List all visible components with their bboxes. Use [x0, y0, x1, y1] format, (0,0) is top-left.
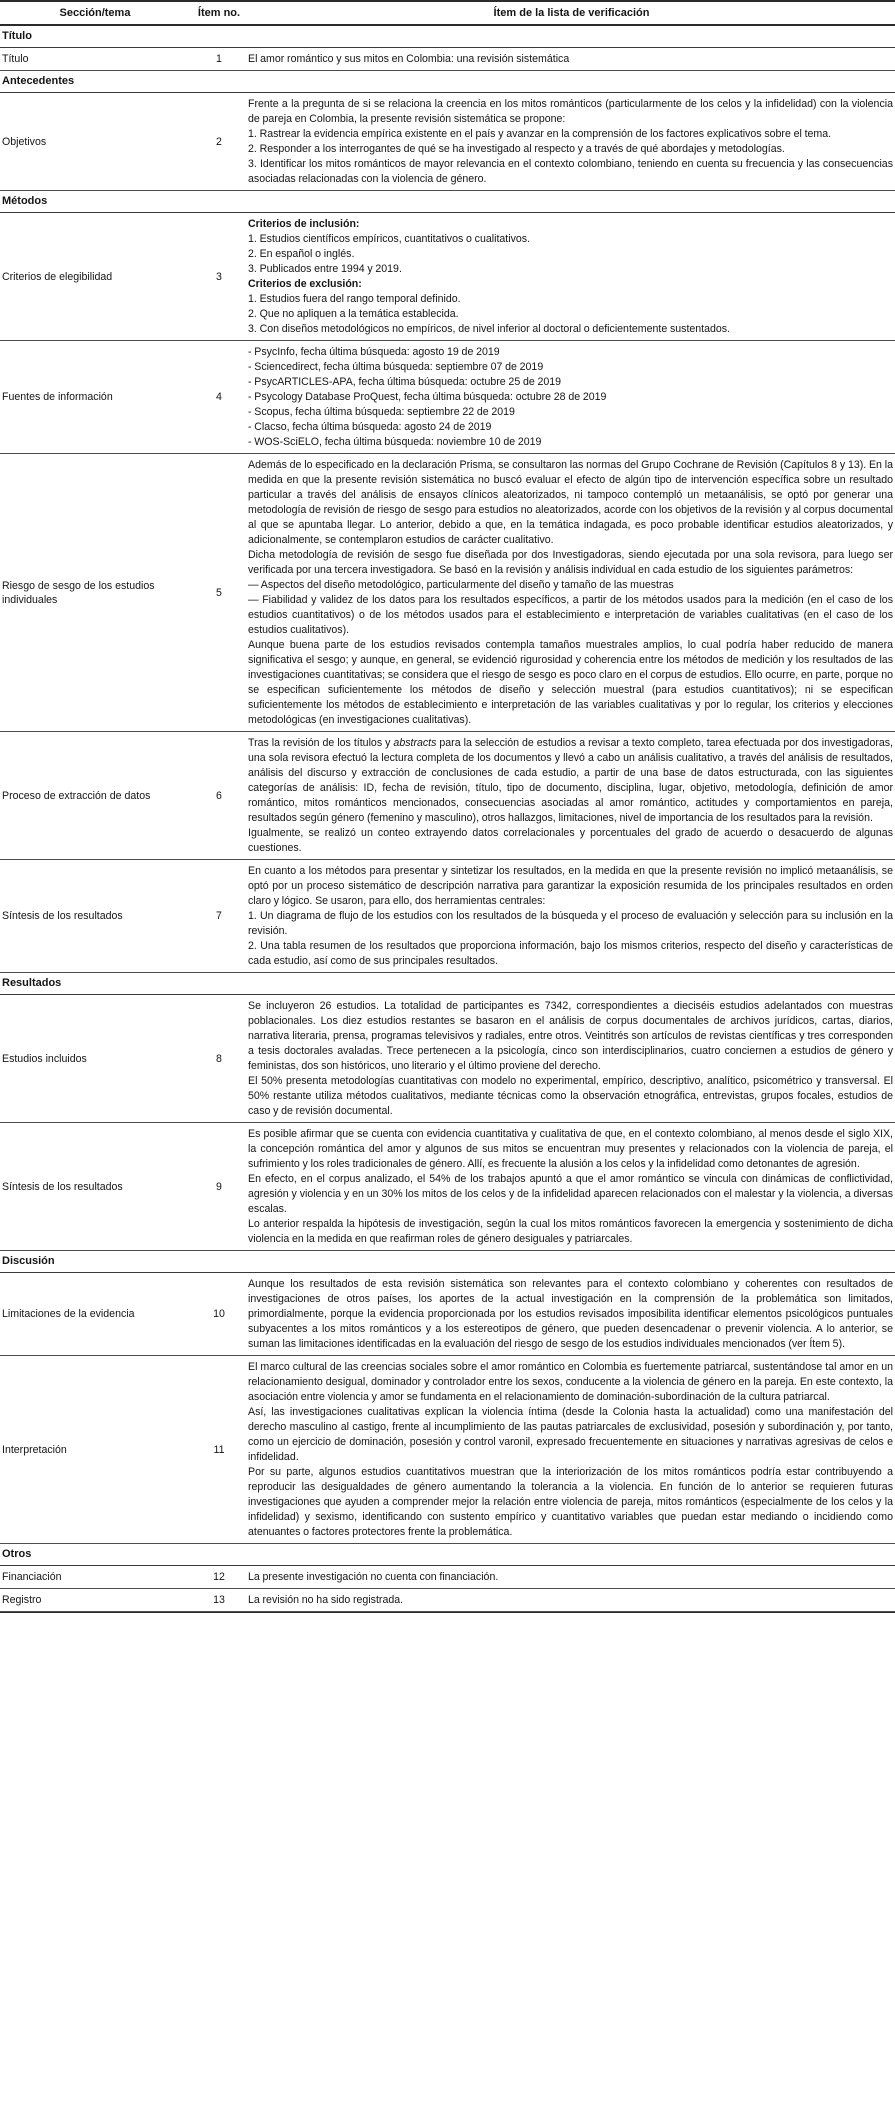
checklist-paragraph: 3. Identificar los mitos románticos de mayor relevancia en el contexto colombiano, teniendo en cuenta su frecuencia y las consecuencias asociadas relacionadas con la violencia de género. [248, 157, 893, 185]
row-section-label: Título [2, 53, 29, 65]
row-item-number: 4 [216, 391, 222, 403]
table-header-row [0, 2, 895, 26]
row-checklist-content [248, 97, 895, 187]
table-row [0, 213, 895, 341]
table-row [0, 1123, 895, 1251]
checklist-paragraph: 3. Con diseños metodológicos no empíricos, de nivel inferior al doctoral o deficientemente sustentados. [248, 322, 731, 335]
row-checklist-content [248, 999, 895, 1119]
checklist-paragraph: 1. Estudios fuera del rango temporal definido. [248, 292, 461, 305]
section-header-row: Otros [0, 1544, 895, 1566]
italic-term: abstracts [393, 736, 437, 749]
row-section-label: Síntesis de los resultados [2, 1180, 123, 1193]
checklist-paragraph: El marco cultural de las creencias sociales sobre el amor romántico en Colombia es fuertemente patriarcal, sustentándose tal amor en un relacionamiento desigual, dominador y controlador entre los sexos, conducente a la violencia de género en la pareja. En este contexto, la asociación entre violencia y amor se fundamenta en el relacionamiento de dominación-subordinación de la cultura patriarcal. [248, 1360, 893, 1403]
row-item-number: 10 [213, 1308, 225, 1320]
checklist-paragraph: Aunque los resultados de esta revisión sistemática son relevantes para el contexto colombiano y coherentes con resultados de investigaciones de otros países, los aportes de la actual investigación en la comprensión de la problemática son limitados, primordialmente, porque la evidencia proporcionada por los estudios revisados imposibilita identificar elementos psicológicos puntuales subyacentes a los mitos románticos y a los estereotipos de género, que pueden desencadenar o prevenir violencia. A lo anterior, se suman las limitaciones identificadas en la evaluación del riesgo de sesgo de los estudios individuales mencionados (ver Ítem 5). [248, 1277, 893, 1350]
row-section-label: Objetivos [2, 135, 47, 148]
row-item-number: 11 [213, 1443, 225, 1456]
checklist-paragraph: - PsycInfo, fecha última búsqueda: agosto 19 de 2019 [248, 345, 500, 358]
row-checklist-content [248, 1127, 895, 1247]
row-section-label: Riesgo de sesgo de los estudios individuales [2, 579, 155, 606]
row-checklist-content [248, 1570, 895, 1585]
checklist-paragraph: Se incluyeron 26 estudios. La totalidad de participantes es 7342, correspondientes a dieciséis estudios adelantados con muestras poblacionales. Los diez estudios restantes se basaron en el análisis de corpus documentales de archivos jurídicos, cartas, diarios, narrativa literaria, prensa, programas televisivos y radiales, entre otros. Veintitrés son artículos de revistas científicas y tres corresponden a tesis doctorales avaladas. Trece pertenecen a la psicología, cinco son interdisciplinarios, cuatro conciernen a estudios de género y feministas, dos son históricos, uno literario y el último proviene del derecho. [248, 999, 893, 1072]
checklist-paragraph: En cuanto a los métodos para presentar y sintetizar los resultados, en la medida en que la presente revisión no implicó metaanálisis, se optó por un proceso sistemático de descripción narrativa para garantizar la exposición resumida de los principales resultados en orden claro y lógico. Se usaron, para ello, dos herramientas centrales: [248, 864, 893, 907]
checklist-paragraph: Es posible afirmar que se cuenta con evidencia cuantitativa y cualitativa de que, en el contexto colombiano, al menos desde el siglo XIX, la concepción romántica del amor y algunos de sus mitos se encuentran muy presentes y relacionados con la violencia de pareja, el sufrimiento y los roles tradicionales de género. Allí, es frecuente la alusión a los celos y la infidelidad como detonantes de agresión. [248, 1127, 893, 1170]
table-row [0, 1273, 895, 1356]
row-checklist-content [248, 1360, 895, 1540]
checklist-paragraph: Aunque buena parte de los estudios revisados contempla tamaños muestrales amplios, lo cual podría haber reducido de manera significativa el sesgo; y aunque, en general, se evidenció rigurosidad y coherencia entre los métodos de medición y los resultados de las investigaciones cuantitativas; se considera que el riesgo de sesgo es poco claro en el corpus de estudios. Ello ocurre, en parte, porque no se especifican suficientemente los métodos de diseño y selección muestral (para estudios cuantitativos); ni se especifican suficientemente los métodos de establecimiento e interpretación de las variables cualitativas y por lo regular, los criterios y elecciones metodológicas (en investigaciones cualitativas). [248, 638, 893, 726]
table-row [0, 454, 895, 732]
row-section-label: Síntesis de los resultados [2, 910, 123, 922]
row-item-number: 13 [213, 1594, 225, 1606]
table-body [0, 26, 895, 1612]
row-section-label: Proceso de extracción de datos [2, 789, 151, 802]
row-section-label: Fuentes de información [2, 391, 113, 403]
checklist-paragraph: Dicha metodología de revisión de sesgo fue diseñada por dos Investigadoras, siendo ejecutada por una sola revisora, para luego ser verificada por una tercera investigadora. Se basó en la revisión y análisis individual en cada estudio de los siguientes parámetros: [248, 548, 893, 576]
row-item-number: 7 [216, 910, 222, 922]
row-section-label: Financiación [2, 1571, 62, 1583]
header-section-topic: Sección/tema [59, 7, 131, 19]
row-section-label: Registro [2, 1594, 42, 1606]
checklist-paragraph: El 50% presenta metodologías cuantitativas con modelo no experimental, empírico, descriptivo, analítico, psicométrico y transversal. El 50% restante utiliza métodos cualitativos, mediante técnicas como la observación etnográfica, entrevistas, grupos focales, estudios de caso y de revisión documental. [248, 1074, 893, 1117]
checklist-paragraph: Criterios de exclusión: [248, 277, 362, 290]
row-section-label: Criterios de elegibilidad [2, 270, 113, 283]
section-header-row: Resultados [0, 973, 895, 995]
checklist-paragraph: Además de lo especificado en la declaración Prisma, se consultaron las normas del Grupo Cochrane de Revisión (Capítulos 8 y 13). En la medida en que la presente revisión sistemática no buscó evaluar el efecto de algún tipo de intervención específica sobre un resultado particular a través del análisis de ensayos clínicos aleatorizados, ni tampoco contempló un metaanálisis, se optó por generar una metodología de revisión de riesgo de sesgo para estudios no aleatorizados, acorde con los objetivos de la revisión y al corpus documental al que se apuntaba llegar. Lo anterior, debido a que, en la temática indagada, es poco probable identificar estudios aleatorizados, y adicionalmente, se contemplaron estudios de carácter cualitativo. [248, 458, 893, 546]
row-checklist-content [248, 345, 895, 450]
row-checklist-content [248, 736, 895, 856]
row-checklist-content [248, 458, 895, 728]
section-header-row: Título [0, 26, 895, 48]
checklist-paragraph: — Aspectos del diseño metodológico, particularmente del diseño y tamaño de las muestras [248, 578, 674, 591]
table-row [0, 732, 895, 860]
section-header-row: Antecedentes [0, 71, 895, 93]
checklist-paragraph: 2. Que no apliquen a la temática establecida. [248, 307, 459, 320]
checklist-paragraph: En efecto, en el corpus analizado, el 54% de los trabajos apuntó a que el amor romántico se vincula con dinámicas de conflictividad, agresión y violencia y en un 30% los mitos de los celos y de la infidelidad aparecen relacionados con el malestar y la violencia, a diversas escalas. [248, 1172, 893, 1215]
checklist-paragraph: Criterios de inclusión: [248, 217, 360, 230]
table-row [0, 1356, 895, 1544]
checklist-paragraph: - PsycARTICLES-APA, fecha última búsqueda: octubre 25 de 2019 [248, 375, 562, 388]
checklist-paragraph: Lo anterior respalda la hipótesis de investigación, según la cual los mitos románticos favorecen la emergencia y sostenimiento de dicha violencia en la medida en que reafirman roles de género desiguales y patriarcales. [248, 1217, 893, 1245]
row-checklist-content [248, 217, 895, 337]
checklist-paragraph: 3. Publicados entre 1994 y 2019. [248, 262, 402, 275]
row-item-number: 2 [216, 135, 222, 148]
checklist-paragraph: La presente investigación no cuenta con financiación. [248, 1570, 499, 1583]
table-row [0, 860, 895, 973]
row-checklist-content [248, 1277, 895, 1352]
checklist-paragraph: 2. En español o inglés. [248, 247, 355, 260]
checklist-paragraph: Por su parte, algunos estudios cuantitativos muestran que la interiorización de los mitos románticos podría estar contribuyendo a reproducir las desigualdades de género aumentando la tolerancia a la violencia. En función de lo anterior se requieren futuras investigaciones que ayuden a comprender mejor la relación entre violencia de pareja, mitos románticos (especialmente de los celos y la infidelidad) y sexismo, identificando con sustento empírico y cuantitativo variables que puedan estar mediando o incidiendo como atenuantes o factores protectores frente la problemática. [248, 1465, 893, 1538]
table-row [0, 1589, 895, 1612]
checklist-paragraph: - Scopus, fecha última búsqueda: septiembre 22 de 2019 [248, 405, 515, 418]
checklist-paragraph: - Clacso, fecha última búsqueda: agosto 24 de 2019 [248, 420, 492, 433]
checklist-paragraph: Así, las investigaciones cualitativas explican la violencia íntima (desde la Colonia hasta la actualidad) como una manifestación del derecho masculino al castigo, frente al incumplimiento de las pautas patriarcales de exclusividad, posesión y subordinación y, por tanto, como un ejercicio de dominación, posesión y control varonil, expresado frecuentemente en situaciones y narrativas agresivas de celos e infidelidad. [248, 1405, 893, 1463]
section-header-row: Métodos [0, 191, 895, 213]
checklist-paragraph: - Psycology Database ProQuest, fecha última búsqueda: octubre 28 de 2019 [248, 390, 607, 403]
checklist-paragraph: Tras la revisión de los títulos y abstracts para la selección de estudios a revisar a texto completo, tarea efectuada por dos investigadoras, una sola revisora efectuó la lectura completa de los documentos y llevó a cabo un análisis cualitativo, a través del análisis de resultados, análisis del discurso y extracción de conclusiones de cada estudio, a partir de una base de datos estructurada, con las siguientes categorías de análisis: ID, fecha de revisión, título, tipo de documento, disciplina, lugar, objetivo, metodología, definición de amor romántico, mitos románticos mencionados, consecuencias asociadas al amor romántico, actitudes y comportamientos en pareja, resultados según género (femenino y masculino), otros hallazgos, limitaciones, nivel de importancia de los resultados para la revisión. [248, 736, 894, 824]
checklist-paragraph: Frente a la pregunta de si se relaciona la creencia en los mitos románticos (particularmente de los celos y la infidelidad) con la violencia de pareja en Colombia, la presente revisión sistemática se propone: [248, 97, 893, 125]
header-checklist-item: Ítem de la lista de verificación [493, 7, 650, 19]
checklist-paragraph: 1. Estudios científicos empíricos, cuantitativos o cualitativos. [248, 232, 531, 245]
checklist-paragraph: 2. Responder a los interrogantes de qué se ha investigado al respecto y a través de qué abordajes y metodologías. [248, 142, 785, 155]
row-section-label: Limitaciones de la evidencia [2, 1308, 135, 1320]
table-row [0, 48, 895, 71]
row-checklist-content [248, 1593, 895, 1608]
table-row [0, 93, 895, 191]
checklist-paragraph: 1. Rastrear la evidencia empírica existente en el país y avanzar en la comprensión de los factores explicativos sobre el tema. [248, 127, 832, 140]
checklist-paragraph: La revisión no ha sido registrada. [248, 1593, 404, 1606]
table-row [0, 995, 895, 1123]
row-section-label: Estudios incluidos [2, 1052, 87, 1065]
checklist-paragraph: Igualmente, se realizó un conteo extrayendo datos correlacionales y porcentuales del grado de acuerdo o desacuerdo de algunas cuestiones. [248, 826, 893, 854]
checklist-paragraph: - Sciencedirect, fecha última búsqueda: septiembre 07 de 2019 [248, 360, 544, 373]
row-section-label: Interpretación [2, 1443, 67, 1456]
row-checklist-content [248, 864, 895, 969]
row-item-number: 9 [216, 1180, 222, 1193]
table-row [0, 1566, 895, 1589]
checklist-paragraph: — Fiabilidad y validez de los datos para los resultados específicos, a partir de los métodos usados para la medición (en el caso de los estudios cuantitativos) o de los métodos usados para el establecimiento e interpretación de variables cualitativas (en el caso de los estudios cualitativos). [248, 593, 893, 636]
row-item-number: 5 [216, 586, 222, 599]
row-item-number: 6 [216, 789, 222, 802]
checklist-paragraph: - WOS-SciELO, fecha última búsqueda: noviembre 10 de 2019 [248, 435, 542, 448]
row-item-number: 3 [216, 270, 222, 283]
checklist-paragraph: 1. Un diagrama de flujo de los estudios con los resultados de la búsqueda y el proceso de evaluación y selección para su inclusión en la revisión. [248, 909, 893, 937]
header-item-no: Ítem no. [197, 7, 241, 19]
checklist-paragraph: El amor romántico y sus mitos en Colombia: una revisión sistemática [248, 52, 570, 65]
table-row [0, 341, 895, 454]
row-item-number: 8 [216, 1052, 222, 1065]
section-header-row: Discusión [0, 1251, 895, 1273]
row-checklist-content [248, 52, 895, 67]
checklist-paragraph: 2. Una tabla resumen de los resultados que proporciona información, bajo los mismos criterios, respecto del diseño y características de cada estudio, así como de sus principales resultados. [248, 939, 893, 967]
row-item-number: 1 [216, 53, 222, 65]
row-item-number: 12 [213, 1571, 225, 1583]
